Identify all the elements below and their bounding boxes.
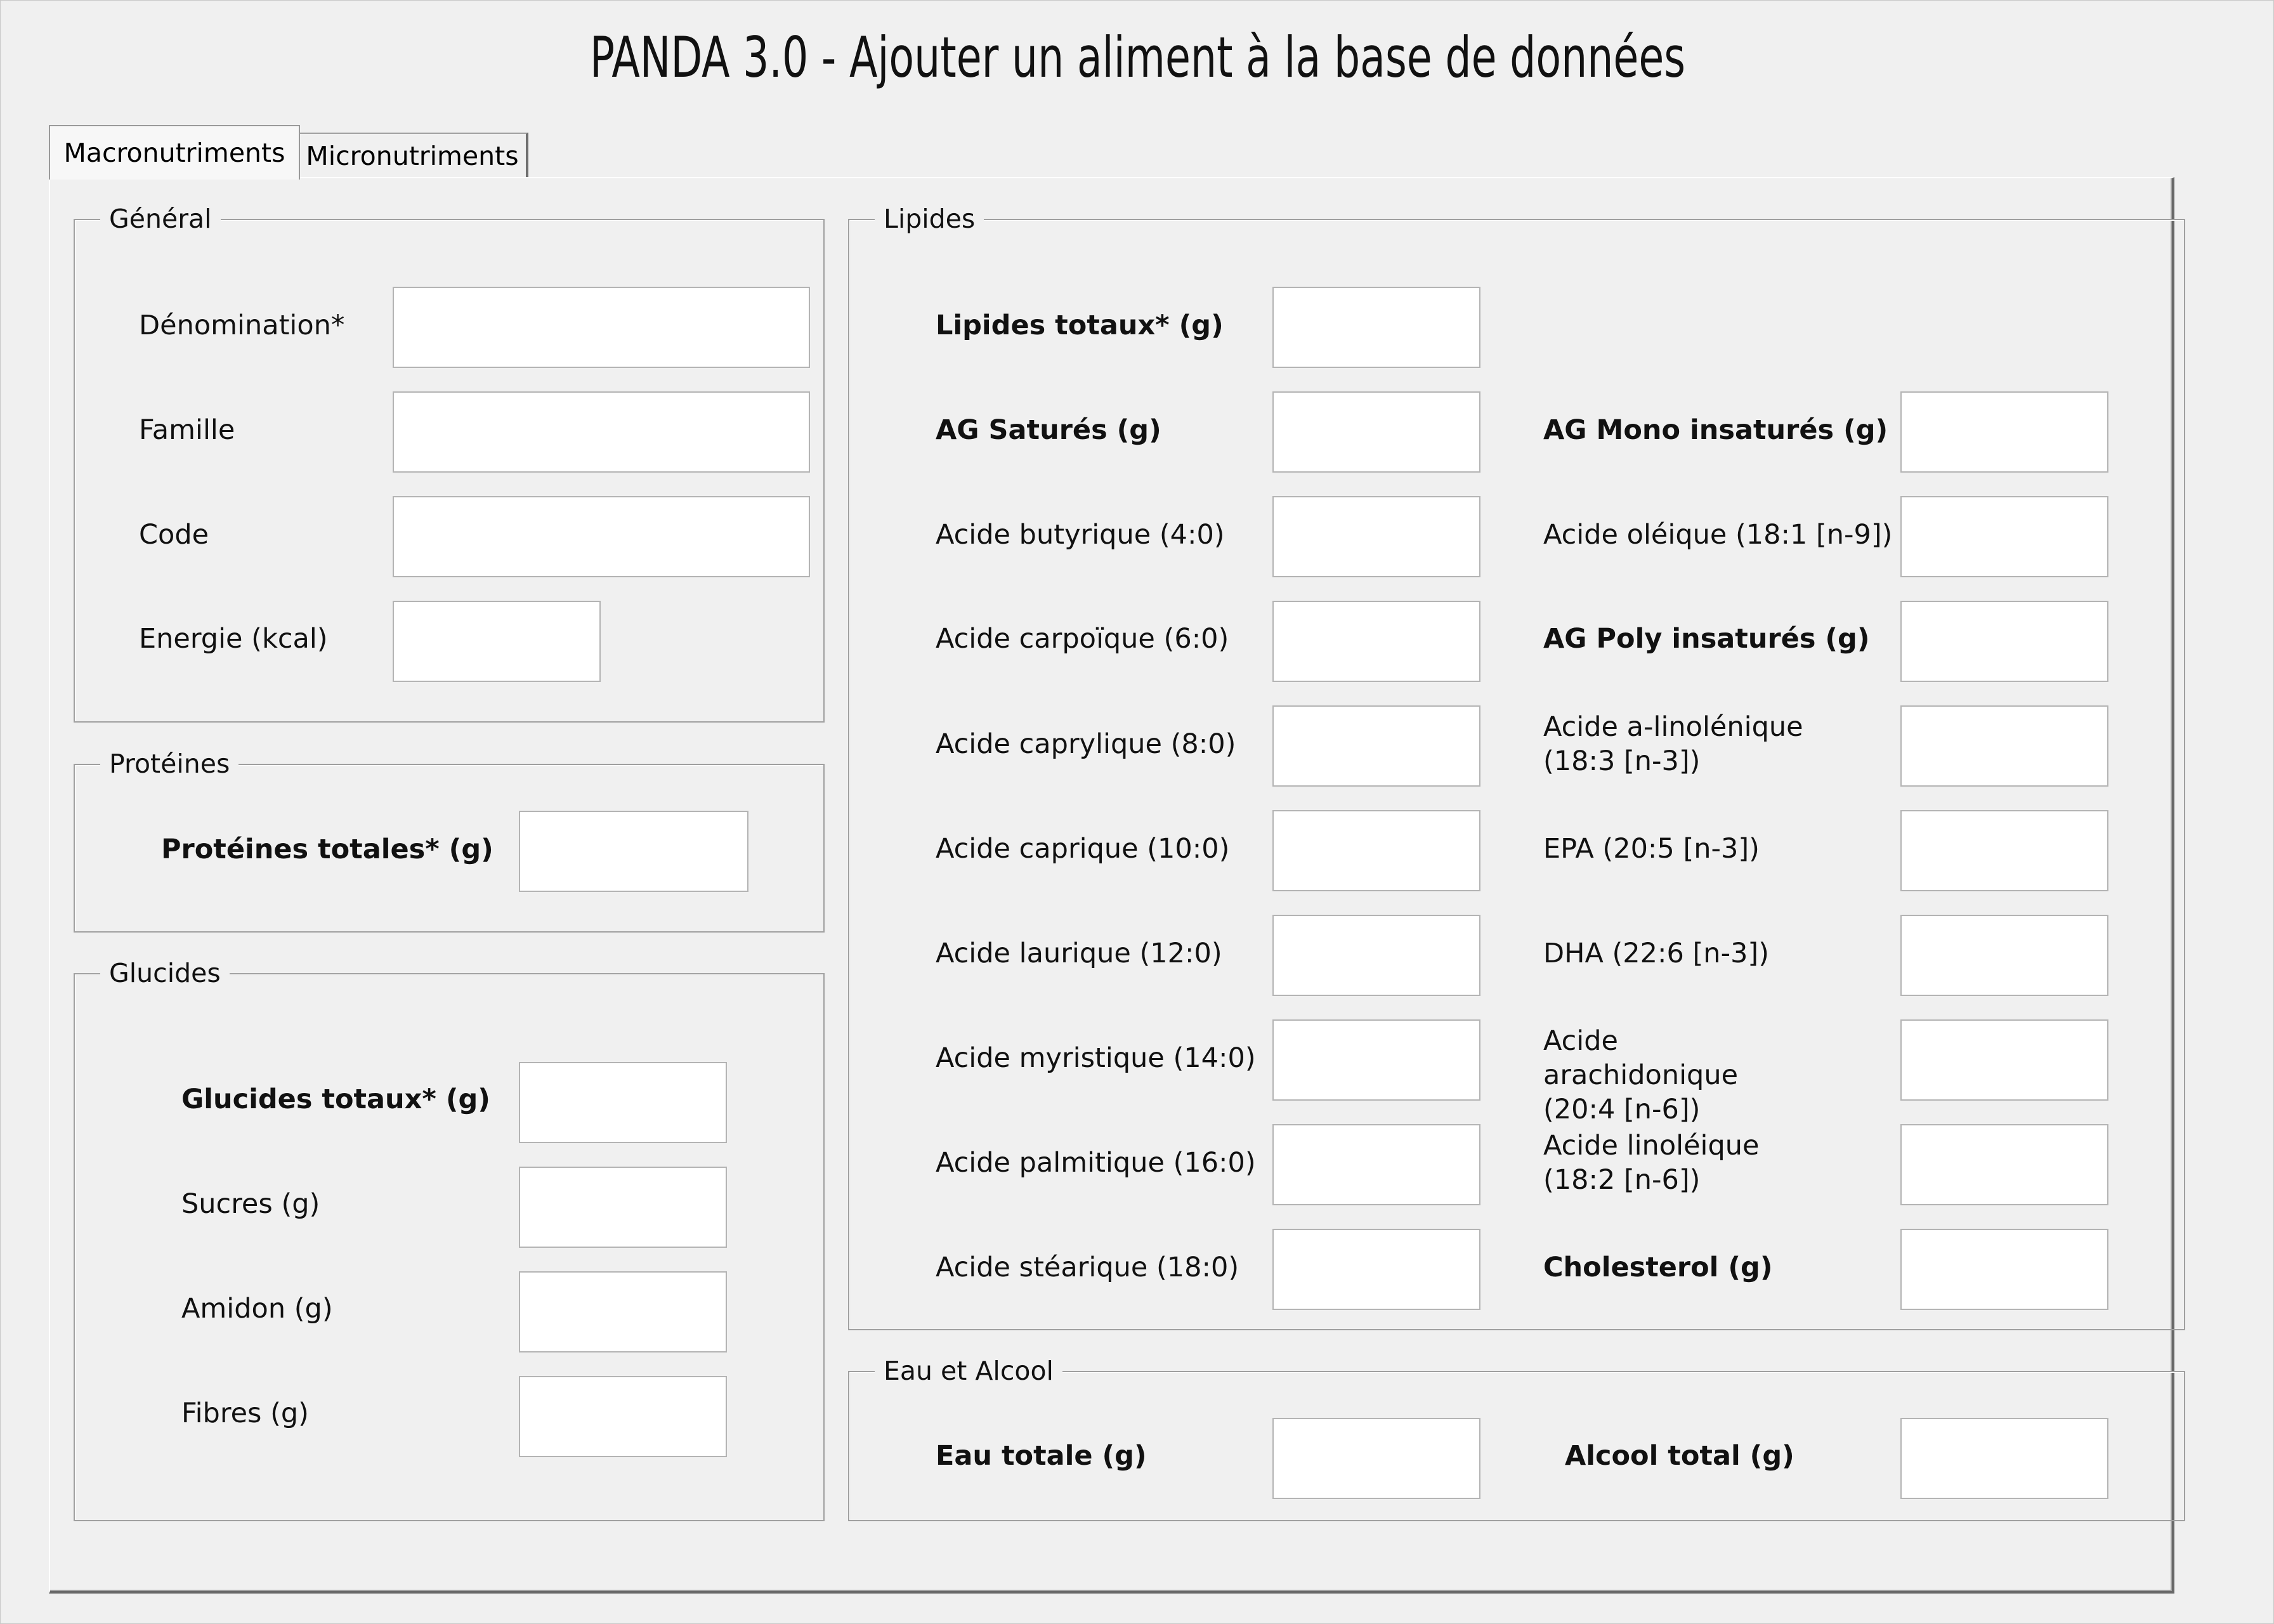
alcool-total-label: Alcool total (g) <box>1565 1440 1794 1472</box>
proteines-legend: Protéines <box>100 749 239 779</box>
caprylique-input[interactable] <box>1272 705 1480 787</box>
denomination-input[interactable] <box>393 287 810 368</box>
cholesterol-input[interactable] <box>1900 1229 2108 1310</box>
linoleique-input[interactable] <box>1900 1124 2108 1205</box>
stearique-input[interactable] <box>1272 1229 1480 1310</box>
eau-alcool-legend: Eau et Alcool <box>875 1356 1062 1386</box>
sucres-input[interactable] <box>519 1167 727 1248</box>
general-legend: Général <box>100 204 221 234</box>
myristique-input[interactable] <box>1272 1019 1480 1101</box>
caprique-input[interactable] <box>1272 810 1480 891</box>
dha-input[interactable] <box>1900 915 2108 996</box>
ag-poly-label: AG Poly insaturés (g) <box>1543 623 1870 655</box>
proteines-totales-input[interactable] <box>519 811 748 892</box>
stearique-label: Acide stéarique (18:0) <box>936 1252 1239 1283</box>
palmitique-input[interactable] <box>1272 1124 1480 1205</box>
arachidonique-input[interactable] <box>1900 1019 2108 1101</box>
oleique-input[interactable] <box>1900 496 2108 577</box>
tab-micronutriments[interactable]: Micronutriments <box>297 133 528 178</box>
lipides-legend: Lipides <box>875 204 984 234</box>
ag-mono-label: AG Mono insaturés (g) <box>1543 414 1888 446</box>
butyrique-label: Acide butyrique (4:0) <box>936 519 1225 551</box>
eau-totale-input[interactable] <box>1272 1418 1480 1499</box>
glucides-totaux-label: Glucides totaux* (g) <box>181 1084 490 1115</box>
myristique-label: Acide myristique (14:0) <box>936 1042 1256 1074</box>
glucides-totaux-input[interactable] <box>519 1062 727 1143</box>
epa-label: EPA (20:5 [n-3]) <box>1543 833 1760 865</box>
palmitique-label: Acide palmitique (16:0) <box>936 1147 1256 1179</box>
arachidonique-label: Acide arachidonique (20:4 [n-6]) <box>1543 1025 1739 1125</box>
energie-input[interactable] <box>393 601 601 682</box>
laurique-label: Acide laurique (12:0) <box>936 938 1222 969</box>
glucides-legend: Glucides <box>100 958 230 988</box>
famille-input[interactable] <box>393 391 810 473</box>
laurique-input[interactable] <box>1272 915 1480 996</box>
alinolenique-label: Acide a-linolénique (18:3 [n-3]) <box>1543 711 1803 777</box>
ag-satures-input[interactable] <box>1272 391 1480 473</box>
fibres-label: Fibres (g) <box>181 1398 309 1429</box>
code-input[interactable] <box>393 496 810 577</box>
proteines-totales-label: Protéines totales* (g) <box>161 834 493 865</box>
sucres-label: Sucres (g) <box>181 1188 320 1220</box>
page-title: PANDA 3.0 - Ajouter un aliment à la base de données <box>589 25 1686 90</box>
butyrique-input[interactable] <box>1272 496 1480 577</box>
alinolenique-input[interactable] <box>1900 705 2108 787</box>
famille-label: Famille <box>139 414 235 446</box>
carpoique-input[interactable] <box>1272 601 1480 682</box>
dha-label: DHA (22:6 [n-3]) <box>1543 938 1769 969</box>
linoleique-label: Acide linoléique (18:2 [n-6]) <box>1543 1130 1760 1196</box>
caprique-label: Acide caprique (10:0) <box>936 833 1230 865</box>
ag-poly-input[interactable] <box>1900 601 2108 682</box>
amidon-label: Amidon (g) <box>181 1293 333 1325</box>
denomination-label: Dénomination* <box>139 310 345 341</box>
alcool-total-input[interactable] <box>1900 1418 2108 1499</box>
code-label: Code <box>139 519 209 551</box>
carpoique-label: Acide carpoïque (6:0) <box>936 623 1229 655</box>
lipides-totaux-label: Lipides totaux* (g) <box>936 310 1224 341</box>
lipides-totaux-input[interactable] <box>1272 287 1480 368</box>
ag-mono-input[interactable] <box>1900 391 2108 473</box>
fibres-input[interactable] <box>519 1376 727 1457</box>
epa-input[interactable] <box>1900 810 2108 891</box>
amidon-input[interactable] <box>519 1271 727 1352</box>
ag-satures-label: AG Saturés (g) <box>936 414 1161 446</box>
tab-macronutriments[interactable]: Macronutriments <box>49 125 300 180</box>
oleique-label: Acide oléique (18:1 [n-9]) <box>1543 519 1893 551</box>
caprylique-label: Acide caprylique (8:0) <box>936 728 1236 760</box>
cholesterol-label: Cholesterol (g) <box>1543 1252 1773 1283</box>
eau-totale-label: Eau totale (g) <box>936 1440 1147 1472</box>
energie-label: Energie (kcal) <box>139 623 328 655</box>
